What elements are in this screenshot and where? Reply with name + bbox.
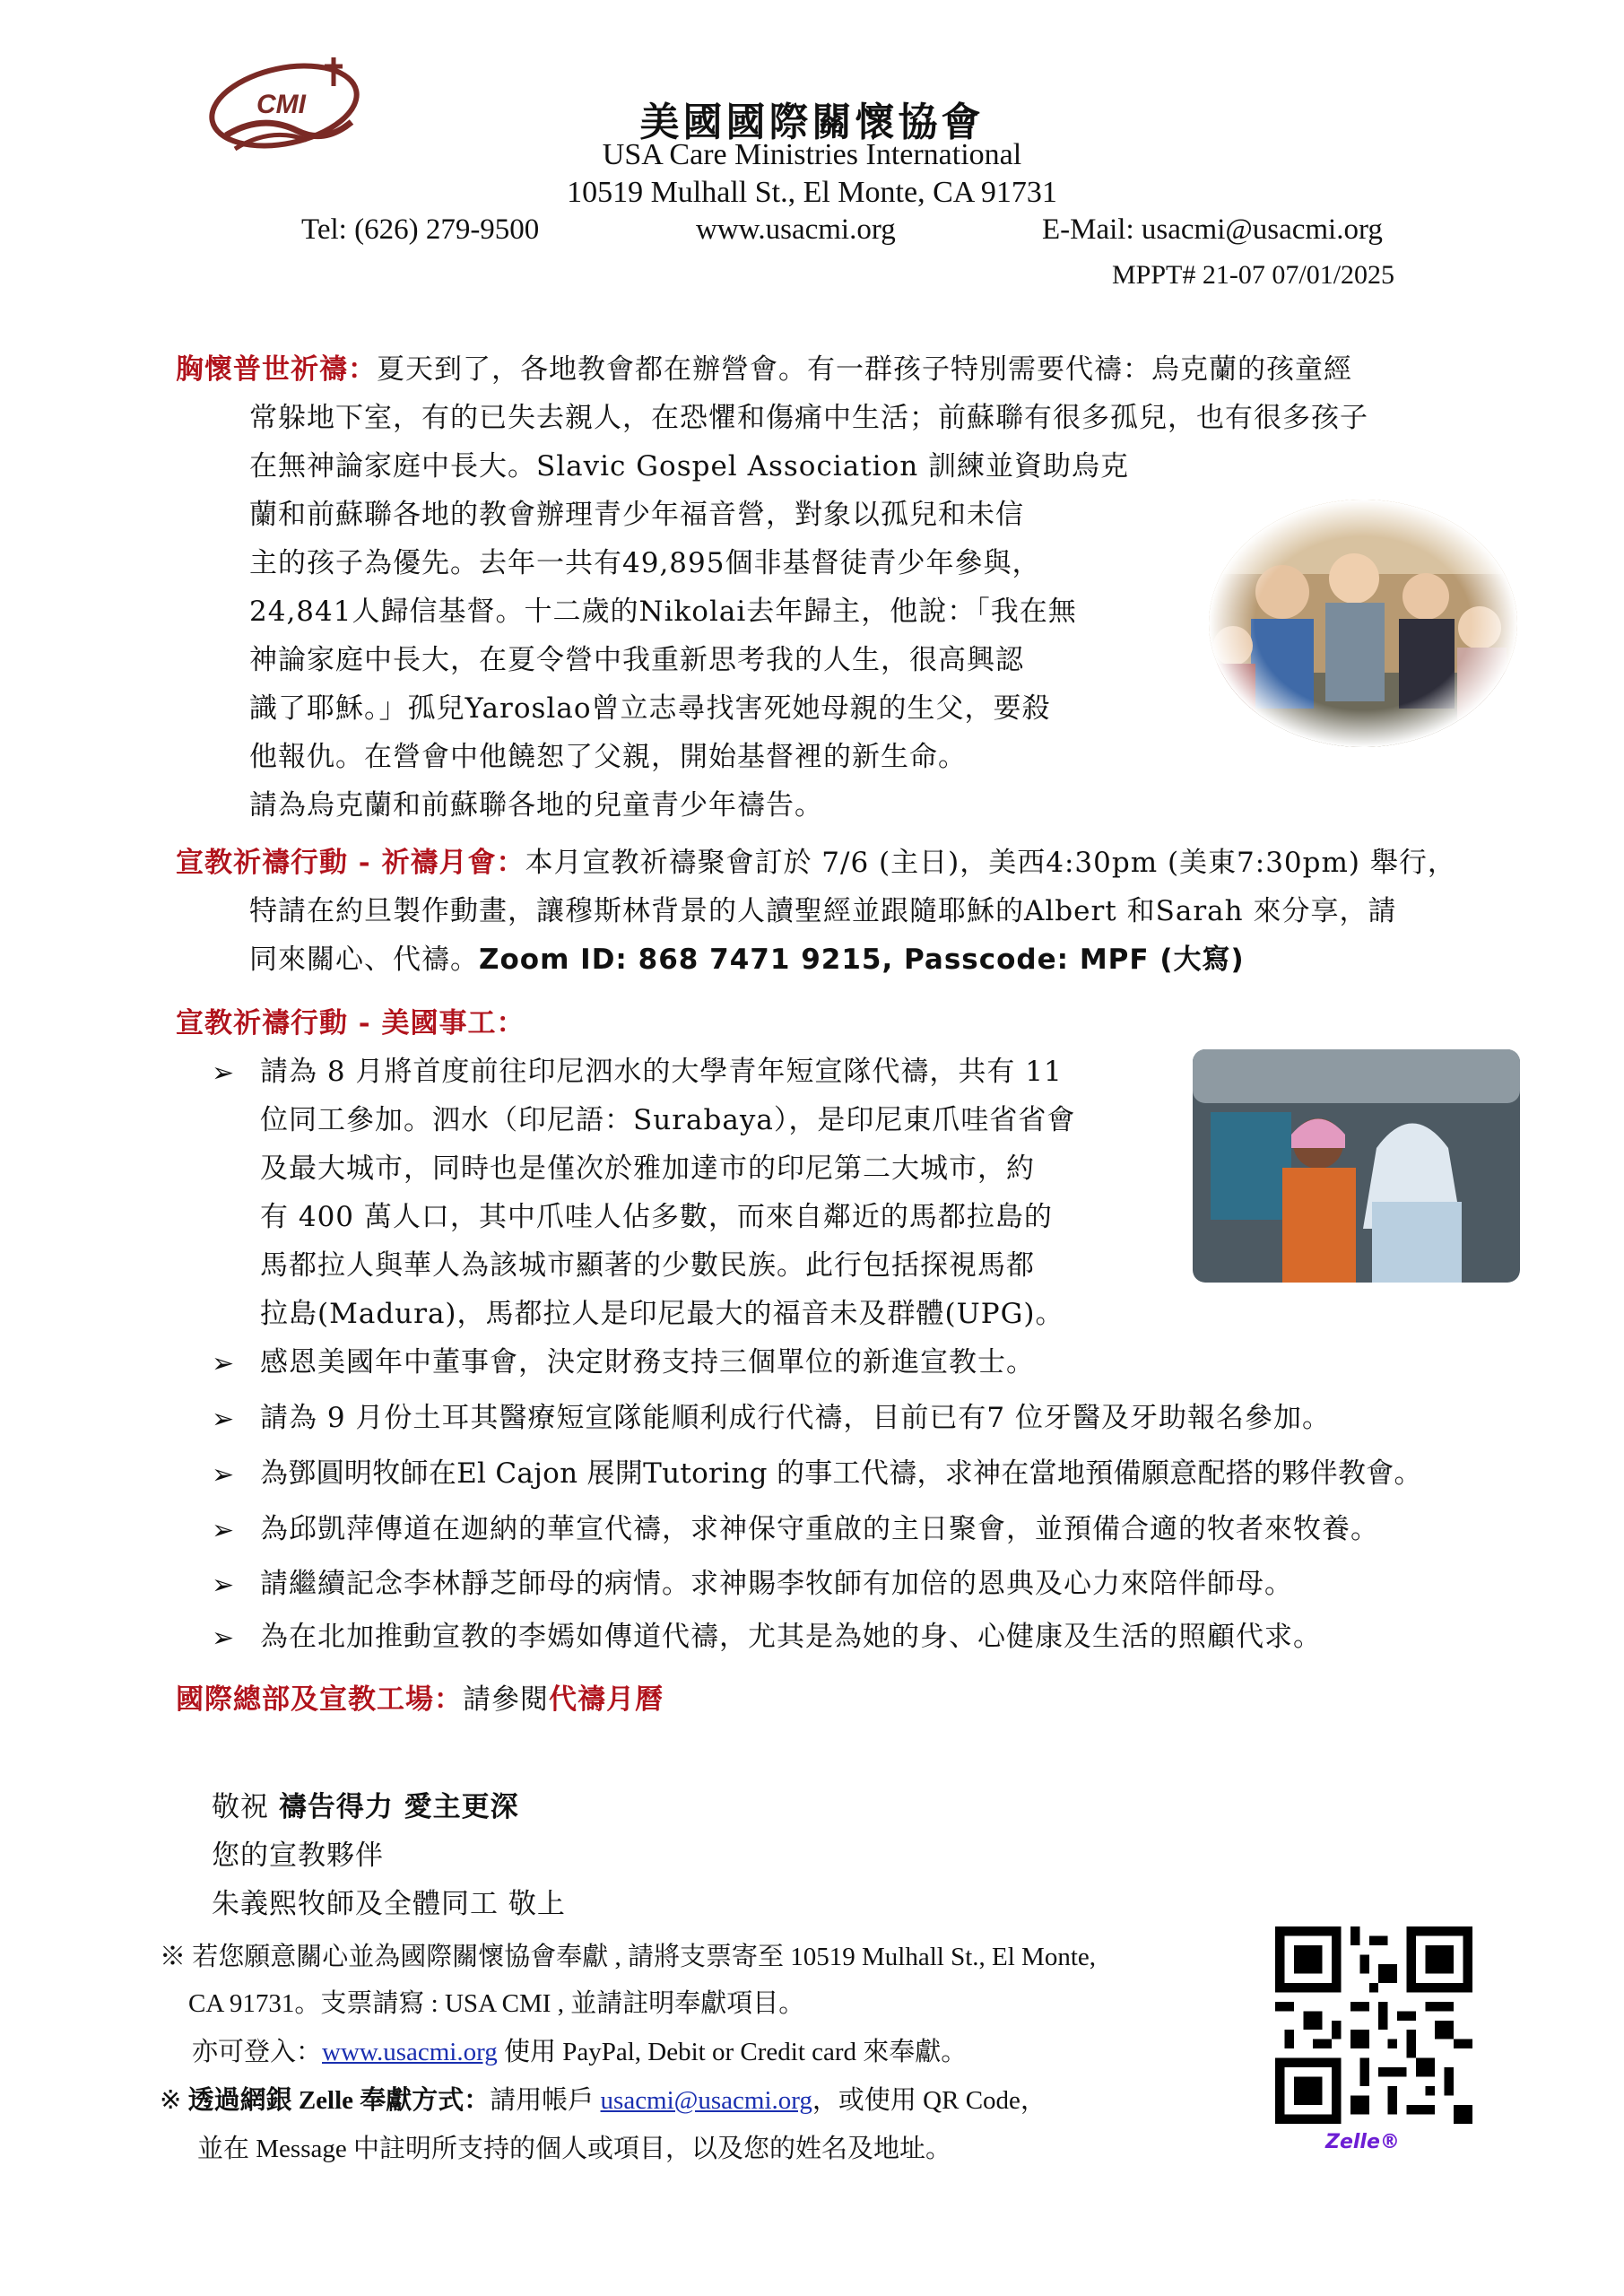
paragraph-line: 夏天到了，各地教會都在辦營會。有一群孩子特別需要代禱：烏克蘭的孩童經 [377, 353, 1352, 386]
bullet-arrow-icon: ➢ [212, 1570, 236, 1601]
list-item: 為在北加推動宣教的李嫣如傳道代禱，尤其是為她的身、心健康及生活的照顧代求。 [260, 1621, 1322, 1653]
donation-line: 若您願意關心並為國際關懷協會奉獻 , 請將支票寄至 10519 Mulhall St., El Monte, [192, 1943, 1097, 1971]
doc-reference: MPPT# 21-07 07/01/2025 [1112, 260, 1395, 290]
list-item: 為邱凱萍傳道在迦納的華宣代禱，求神保守重啟的主日聚會，並預備合適的牧者來牧養。 [260, 1513, 1379, 1545]
paragraph-line: 神論家庭中長大，在夏令營中我重新思考我的人生，很高興認 [249, 644, 1024, 676]
bullet-arrow-icon: ➢ [212, 1057, 236, 1089]
list-item: 請繼續記念李林靜芝師母的病情。求神賜李牧師有加倍的恩典及心力來陪伴師母。 [260, 1568, 1293, 1600]
bullet-arrow-icon: ➢ [212, 1622, 236, 1654]
list-item-line: 有 400 萬人口，其中爪哇人佔多數，而來自鄰近的馬都拉島的 [260, 1201, 1053, 1233]
greeting-blessing: 禱告得力 愛主更深 [278, 1791, 519, 1823]
section-heading: 宣教祈禱行動 - 美國事工： [176, 1007, 525, 1039]
org-name-zh: 美國國際關懷協會 [639, 100, 985, 145]
section-text: 請參閱 [463, 1683, 549, 1716]
paragraph-line: 請為烏克蘭和前蘇聯各地的兒童青少年禱告。 [249, 789, 823, 822]
bullet-arrow-icon: ➢ [212, 1348, 236, 1379]
donation-line: 並在 Message 中註明所支持的個人或項目，以及您的姓名及地址。 [197, 2135, 951, 2163]
note-mark: ※ [160, 1943, 187, 1971]
org-name-en: USA Care Ministries International [602, 138, 1022, 171]
list-item-line: 請為 8 月將首度前往印尼泗水的大學青年短宣隊代禱，共有 11 [260, 1056, 1063, 1088]
list-item: 為鄧圓明牧師在El Cajon 展開Tutoring 的事工代禱，求神在當地預備願意配搭的夥伴教會。 [260, 1457, 1422, 1490]
zelle-prefix: 請用帳戶 [490, 2086, 595, 2115]
bullet-arrow-icon: ➢ [212, 1515, 236, 1546]
note-mark: ※ [160, 2086, 182, 2115]
paragraph-line: 特請在約旦製作動畫，讓穆斯林背景的人讀聖經並跟隨耶穌的Albert 和Sarah 來分享，請 [249, 895, 1397, 927]
children-photo [1202, 493, 1524, 753]
list-item: 感恩美國年中董事會，決定財務支持三個單位的新進宣教士。 [260, 1346, 1035, 1378]
section-heading: 國際總部及宣教工場： [176, 1683, 463, 1716]
paragraph-line: 常躲地下室，有的已失去親人，在恐懼和傷痛中生活；前蘇聯有很多孤兒，也有很多孩子 [249, 402, 1368, 434]
paragraph-line: 本月宣教祈禱聚會訂於 7/6 (主日)，美西4:30pm (美東7:30pm) 舉行， [525, 847, 1456, 879]
signature-line: 朱義熙牧師及全體同工 敬上 [212, 1888, 566, 1920]
org-website[interactable]: www.usacmi.org [696, 213, 896, 246]
zelle-suffix: ，或使用 QR Code， [812, 2086, 1046, 2115]
greeting-prefix: 敬祝 [212, 1791, 269, 1823]
zelle-qr-code[interactable] [1275, 1926, 1472, 2124]
org-email[interactable]: E-Mail: usacmi@usacmi.org [1042, 213, 1383, 246]
women-photo [1193, 1049, 1520, 1318]
list-item-line: 馬都拉人與華人為該城市顯著的少數民族。此行包括探視馬都 [260, 1249, 1035, 1282]
logo-text: CMI [256, 90, 306, 119]
donation-line: CA 91731。支票請寫 : USA CMI , 並請註明奉獻項目。 [188, 1989, 805, 2018]
zelle-brand: Zelle® [1325, 2131, 1400, 2153]
zelle-email-link[interactable]: usacmi@usacmi.org [600, 2086, 812, 2115]
closing-line: 您的宣教夥伴 [212, 1839, 384, 1872]
paragraph-line: 同來關心、代禱。 [249, 944, 479, 976]
paragraph-line: 識了耶穌。」孤兒Yaroslao曾立志尋找害死她母親的生父，要殺 [249, 692, 1051, 725]
zelle-heading: 透過網銀 Zelle 奉獻方式： [187, 2086, 491, 2115]
paragraph-line: 24,841人歸信基督。十二歲的Nikolai去年歸主，他說：「我在無 [249, 596, 1077, 628]
website-link[interactable]: www.usacmi.org [322, 2038, 498, 2066]
list-item-line: 位同工參加。泗水（印尼語：Surabaya），是印尼東爪哇省省會 [260, 1104, 1076, 1136]
org-address: 10519 Mulhall St., El Monte, CA 91731 [567, 176, 1057, 209]
paragraph-line: 他報仇。在營會中他饒恕了父親，開始基督裡的新生命。 [249, 741, 967, 773]
paragraph-line: 主的孩子為優先。去年一共有49,895個非基督徒青少年參與， [249, 547, 1041, 579]
paragraph-line: 在無神論家庭中長大。Slavic Gospel Association 訓練並資助烏克 [249, 450, 1130, 483]
list-item-line: 拉島(Madura)，馬都拉人是印尼最大的福音未及群體(UPG)。 [260, 1298, 1064, 1330]
paragraph-line: 蘭和前蘇聯各地的教會辦理青少年福音營，對象以孤兒和未信 [249, 499, 1024, 531]
donation-line-prefix: 亦可登入： [192, 2038, 323, 2066]
list-item: 請為 9 月份土耳其醫療短宣隊能順利成行代禱，目前已有7 位牙醫及牙助報名參加。 [260, 1402, 1332, 1434]
zoom-info: Zoom ID: 868 7471 9215, Passcode: MPF (大寫) [479, 944, 1245, 976]
org-tel: Tel: (626) 279-9500 [301, 213, 540, 246]
section-heading: 宣教祈禱行動 - 祈禱月會： [176, 847, 525, 879]
bullet-arrow-icon: ➢ [212, 1459, 236, 1491]
section-heading: 胸懷普世祈禱： [176, 353, 377, 386]
donation-line-suffix: 使用 PayPal, Debit or Credit card 來奉獻。 [504, 2038, 968, 2066]
list-item-line: 及最大城市，同時也是僅次於雅加達市的印尼第二大城市，約 [260, 1152, 1035, 1185]
bullet-arrow-icon: ➢ [212, 1404, 236, 1435]
prayer-calendar-link[interactable]: 代禱月曆 [549, 1683, 664, 1716]
